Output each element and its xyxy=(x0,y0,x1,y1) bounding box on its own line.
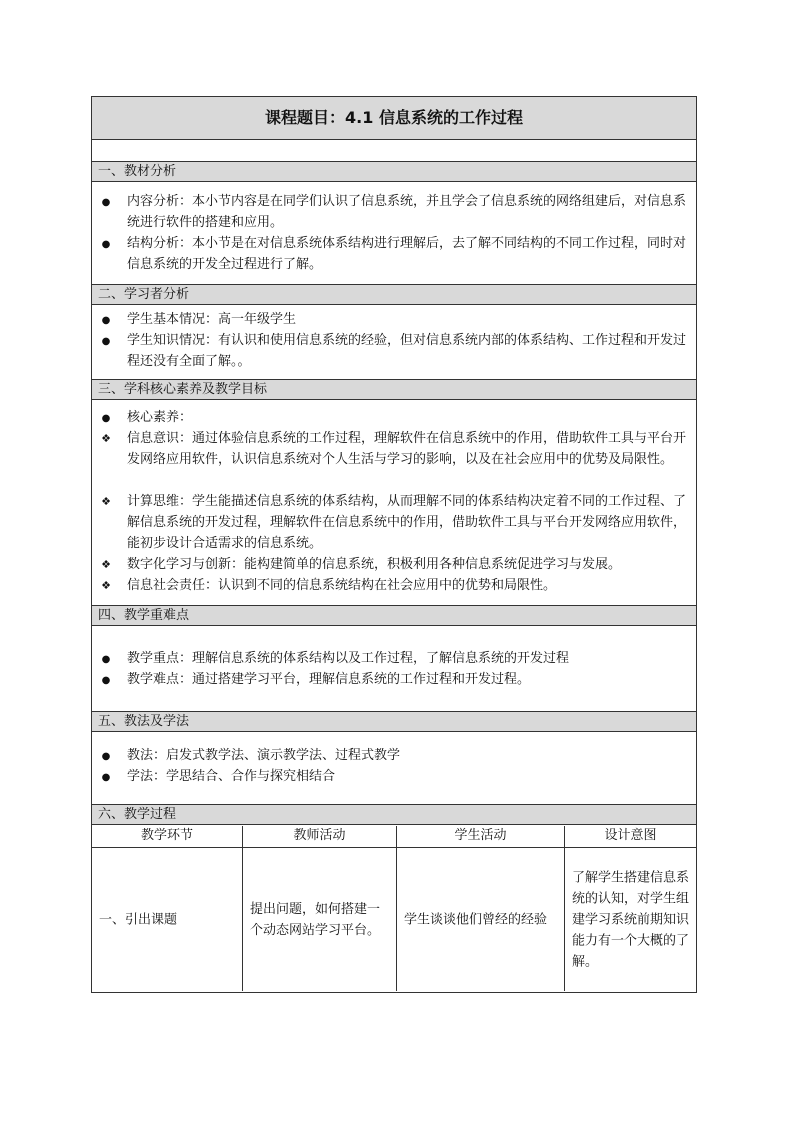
list-item-text: 计算思维：学生能描述信息系统的体系结构，从而理解不同的体系结构决定着不同的工作过程、了解信息系统的开发过程，理解软件在信息系统中的作用，借助软件工具与平台开发网络应用软件，能初步设计合适需求的信息系统。 xyxy=(127,494,687,551)
column-header: 设计意图 xyxy=(604,828,657,843)
section-body-core-literacy-goals xyxy=(92,400,696,605)
list-item-text: 信息社会责任：认识到不同的信息系统结构在社会应用中的优势和局限性。 xyxy=(127,578,557,593)
list-item-text: 信息意识：通过体验信息系统的工作过程，理解软件在信息系统中的作用，借助软件工具与平台开发网络应用软件，认识信息系统对个人生活与学习的影响，以及在社会应用中的优势及局限性。 xyxy=(127,431,687,467)
bullet-icon xyxy=(99,648,113,670)
table-cell xyxy=(92,848,243,991)
bullet-icon xyxy=(99,745,113,767)
bullet-icon xyxy=(99,407,113,429)
table-cell xyxy=(397,848,565,991)
table-cell-text: 提出问题，如何搭建一个动态网站学习平台。 xyxy=(250,901,381,938)
table-cell xyxy=(565,848,696,991)
table-cell-text: 了解学生搭建信息系统的认知，对学生组建学习系统前期知识能力有一个大概的了解。 xyxy=(572,870,690,969)
table-row xyxy=(92,848,696,992)
bullet-icon xyxy=(99,233,113,255)
section-header-methods: 五、教法及学法 xyxy=(92,711,696,732)
column-header: 教学环节 xyxy=(92,826,243,847)
bullet-icon xyxy=(99,309,113,331)
diamond-bullet-icon xyxy=(99,428,113,449)
list-item-text: 教学难点：通过搭建学习平台，理解信息系统的工作过程和开发过程。 xyxy=(127,672,531,687)
list-item-text: 教学重点：理解信息系统的体系结构以及工作过程，了解信息系统的开发过程 xyxy=(127,651,570,666)
list-item-text: 核心素养： xyxy=(127,410,193,425)
diamond-bullet-icon xyxy=(99,554,113,575)
bullet-icon xyxy=(99,669,113,691)
list-item-text: 学生基本情况：高一年级学生 xyxy=(127,312,297,327)
section-body-methods xyxy=(92,732,696,804)
section-header-teaching-process: 六、教学过程 xyxy=(92,804,696,825)
section-header-core-literacy-goals: 三、学科核心素养及教学目标 xyxy=(92,379,696,400)
column-header: 学生活动 xyxy=(397,826,565,847)
section-body-key-difficult-points xyxy=(92,626,696,711)
list-item-text: 内容分析：本小节内容是在同学们认识了信息系统，并且学会了信息系统的网络组建后，对信息系统进行软件的搭建和应用。 xyxy=(127,194,687,230)
list-item-text: 数字化学习与创新：能构建简单的信息系统，积极利用各种信息系统促进学习与发展。 xyxy=(127,557,622,572)
section-body-learner-analysis xyxy=(92,305,696,379)
section-body-textbook-analysis xyxy=(92,182,696,284)
diamond-bullet-icon xyxy=(99,575,113,596)
list-item-text: 学法：学思结合、合作与探究相结合 xyxy=(127,769,336,784)
bullet-icon xyxy=(99,191,113,213)
column-header: 教师活动 xyxy=(243,826,397,847)
list-item-text: 教法：启发式教学法、演示教学法、过程式教学 xyxy=(127,748,401,763)
bullet-icon xyxy=(99,766,113,788)
table-cell-text: 一、引出课题 xyxy=(99,912,178,927)
list-item-text: 结构分析：本小节是在对信息系统体系结构进行理解后，去了解不同结构的不同工作过程，同时对信息系统的开发全过程进行了解。 xyxy=(127,236,687,272)
bullet-icon xyxy=(99,330,113,352)
table-cell xyxy=(243,848,397,991)
lesson-plan-document xyxy=(91,96,697,993)
list-item-text: 学生知识情况：有认识和使用信息系统的经验，但对信息系统内部的体系结构、工作过程和开发过程还没有全面了解。。 xyxy=(127,333,687,369)
section-header-learner-analysis: 二、学习者分析 xyxy=(92,284,696,305)
table-cell-text: 学生谈谈他们曾经的经验 xyxy=(404,912,548,927)
table-header-row xyxy=(92,826,696,848)
section-header-key-difficult-points: 四、教学重难点 xyxy=(92,605,696,626)
diamond-bullet-icon xyxy=(99,491,113,512)
section-header-textbook-analysis: 一、教材分析 xyxy=(92,161,696,182)
course-title: 课程题目：4.1 信息系统的工作过程 xyxy=(92,97,696,140)
